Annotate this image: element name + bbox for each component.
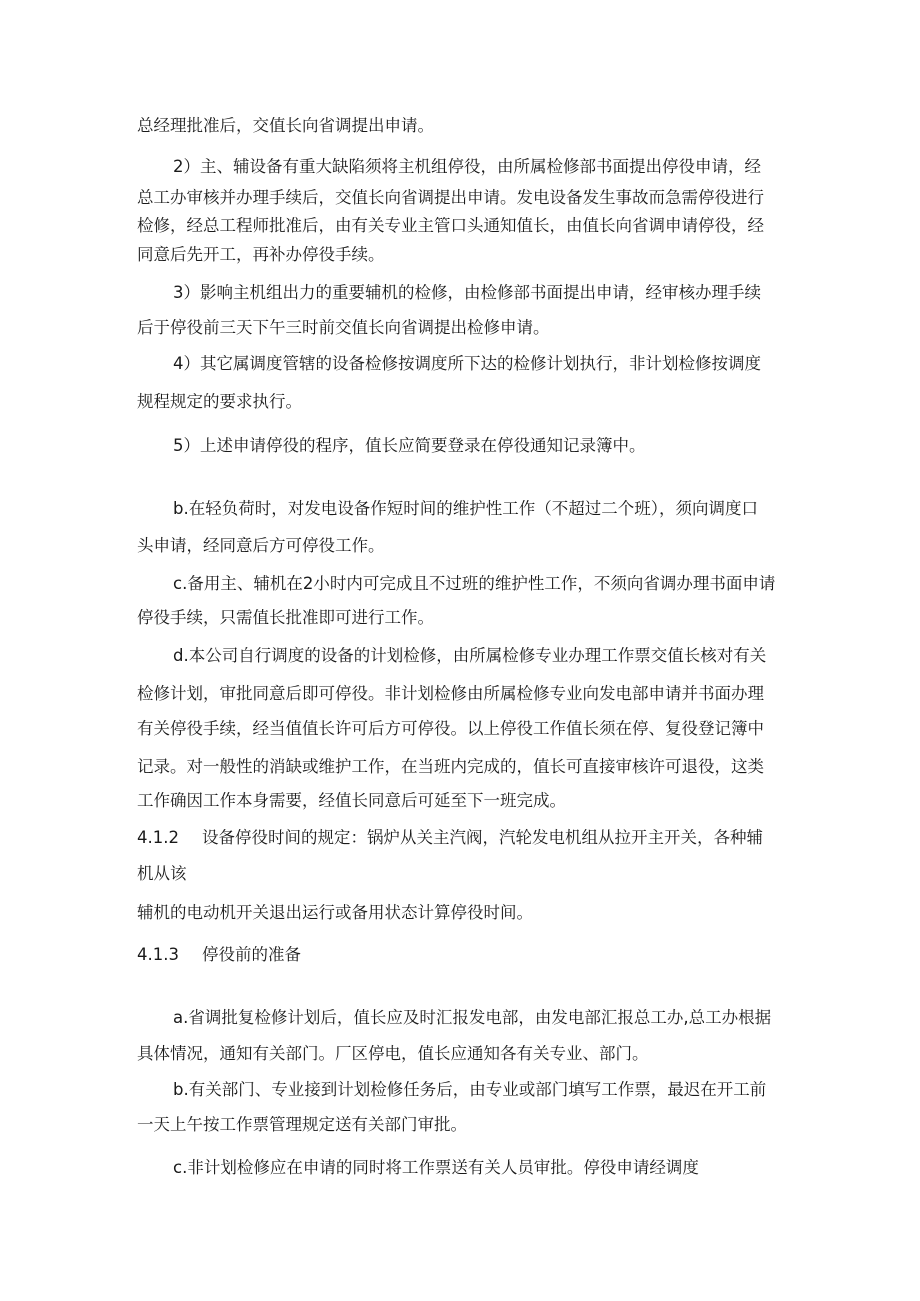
text-line: 总经理批准后，交值长向省调提出申请。 bbox=[137, 116, 434, 135]
text-line: 具体情况，通知有关部门。厂区停电，值长应通知各有关专业、部门。 bbox=[137, 1044, 649, 1063]
text-line: 头申请，经同意后方可停役工作。 bbox=[137, 536, 385, 555]
text-line: 工作确因工作本身需要，经值长同意后可延至下一班完成。 bbox=[137, 791, 566, 810]
section-heading: 停役前的准备 bbox=[202, 945, 301, 964]
text-line: 辅机的电动机开关退出运行或备用状态计算停役时间。 bbox=[137, 903, 533, 922]
text-line: 5）上述申请停役的程序，值长应简要登录在停役通知记录簿中。 bbox=[173, 436, 646, 455]
text-line: 后于停役前三天下午三时前交值长向省调提出检修申请。 bbox=[137, 318, 550, 337]
text-line: 检修计划，审批同意后即可停役。非计划检修由所属检修专业向发电部申请并书面办理 bbox=[137, 684, 764, 703]
text-line: c.非计划检修应在申请的同时将工作票送有关人员审批。停役申请经调度 bbox=[173, 1158, 699, 1177]
text-line: 一天上午按工作票管理规定送有关部门审批。 bbox=[137, 1115, 467, 1134]
text-line: 有关停役手续，经当值值长许可后方可停役。以上停役工作值长须在停、复役登记簿中 bbox=[137, 719, 764, 738]
text-line: 检修，经总工程师批准后，由有关专业主管口头通知值长，由值长向省调申请停役，经 bbox=[137, 216, 764, 235]
text-line: 同意后先开工，再补办停役手续。 bbox=[137, 245, 385, 264]
text-line: 2）主、辅设备有重大缺陷须将主机组停役，由所属检修部书面提出停役申请，经 bbox=[173, 157, 761, 176]
text-line: 停役手续，只需值长批准即可进行工作。 bbox=[137, 608, 434, 627]
text-line: 总工办审核并办理手续后，交值长向省调提出申请。发电设备发生事故而急需停役进行 bbox=[137, 188, 764, 207]
text-line: 3）影响主机组出力的重要辅机的检修，由检修部书面提出申请，经审核办理手续 bbox=[173, 283, 761, 302]
section-heading: 设备停役时间的规定：锅炉从关主汽阀，汽轮发电机组从拉开主开关，各种辅 bbox=[202, 828, 763, 847]
text-line: d.本公司自行调度的设备的计划检修，由所属检修专业办理工作票交值长核对有关 bbox=[173, 646, 767, 665]
text-line: 规程规定的要求执行。 bbox=[137, 392, 302, 411]
text-line: 机从该 bbox=[137, 864, 187, 883]
text-line: b.在轻负荷时，对发电设备作短时间的维护性工作（不超过二个班），须向调度口 bbox=[173, 499, 758, 518]
section-number: 4.1.3 bbox=[137, 945, 179, 964]
text-line: c.备用主、辅机在2小时内可完成且不过班的维护性工作，不须向省调办理书面申请 bbox=[173, 574, 776, 593]
section-number: 4.1.2 bbox=[137, 828, 179, 847]
text-line: 记录。对一般性的消缺或维护工作，在当班内完成的，值长可直接审核许可退役，这类 bbox=[137, 757, 764, 776]
text-line: b.有关部门、专业接到计划检修任务后，由专业或部门填写工作票，最迟在开工前 bbox=[173, 1080, 767, 1099]
text-line: 4）其它属调度管辖的设备检修按调度所下达的检修计划执行，非计划检修按调度 bbox=[173, 354, 761, 373]
text-line: a.省调批复检修计划后，值长应及时汇报发电部，由发电部汇报总工办,总工办根据 bbox=[173, 1008, 772, 1027]
